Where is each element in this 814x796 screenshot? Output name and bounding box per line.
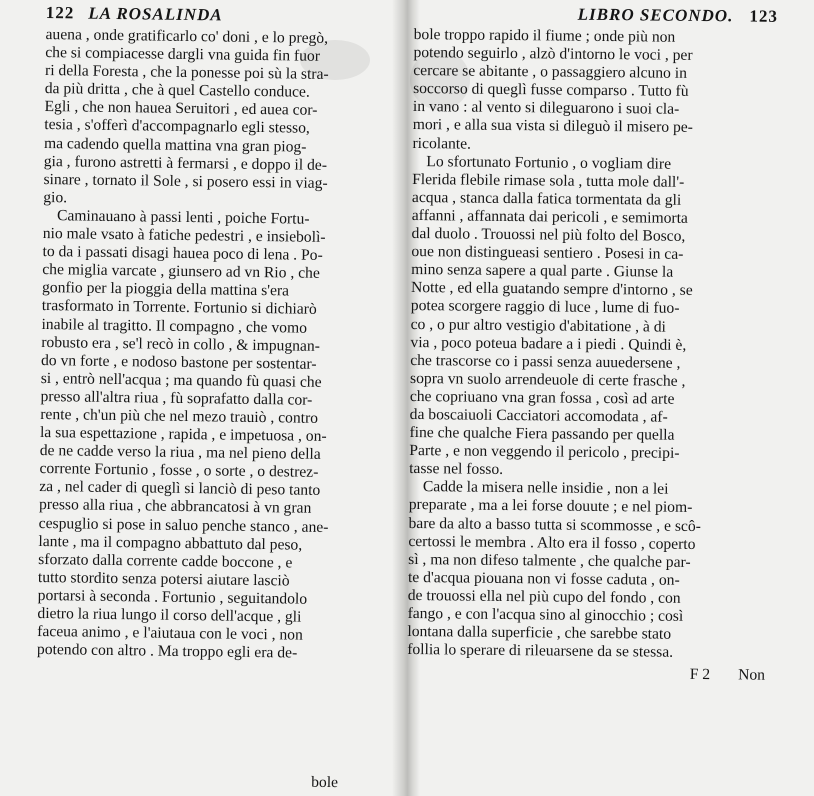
- text-line: robusto era , se'l recò in collo , & impugnan-: [41, 333, 321, 355]
- text-line: de trouossi ella nel più cupo del fondo , con: [407, 586, 681, 607]
- left-page-body: [37, 26, 386, 664]
- text-line: Notte , ed ella guatando sempre d'intorno , se: [410, 279, 693, 300]
- text-line: trasformato in Torrente. Fortunio si dichiarò: [41, 297, 317, 319]
- text-line: soccorso di queglì fusse comparso . Tutto fù: [413, 80, 689, 101]
- text-line: to da i passati disagi hauea poco di lena . Po-: [42, 243, 323, 265]
- text-line: da più dritta , che à quel Castello conduce.: [44, 80, 310, 101]
- text-line: che si compiacesse dargli vna guida fin fuor: [45, 44, 321, 65]
- right-running-title: LIBRO SECONDO.: [577, 4, 734, 26]
- text-line: Flerida flebile rimase sola , tutta mole dall'-: [412, 170, 685, 191]
- right-page-body: [407, 26, 778, 663]
- text-line: sinare , tornato il Sole , si posero essi in viag-: [43, 170, 328, 192]
- text-line: auena , onde gratificarlo co' doni , e lo pregò,: [45, 25, 329, 47]
- text-line: oue non distingueasi sentiero . Posesi in ca-: [411, 243, 684, 263]
- text-line: rente , ch'un più che nel mezo trauiò , contro: [40, 405, 319, 427]
- text-line: de ne cadde verso la riua , ma nel pieno della: [39, 442, 321, 464]
- text-line: ma cadendo quella mattina vna gran piog-: [43, 134, 307, 156]
- text-line: Parte , e non veggendo il pericolo , precipi-: [409, 442, 680, 462]
- text-line: sforzato dalla corrente cadde boccone , e: [38, 550, 293, 572]
- text-line: mori , e alla sua vista si dileguò il misero pe-: [412, 116, 694, 137]
- text-line: cespuglio si pose in saluo penche stanco , ane-: [38, 514, 329, 536]
- text-line: dal duolo . Trouossi nel più folto del Bosco,: [411, 225, 686, 245]
- left-page-number: 122: [45, 3, 75, 23]
- text-line: bole troppo rapido il fiume ; onde più non: [413, 25, 676, 46]
- text-line: acqua , stanca dalla fatica tormentata da gli: [411, 188, 682, 209]
- text-line: mino senza sapere a qual parte . Giunse la: [411, 261, 674, 281]
- text-line: ricolante.: [412, 134, 472, 153]
- left-catchword: bole: [311, 773, 339, 792]
- right-page-number: 123: [749, 6, 778, 26]
- text-line: fine che qualche Fiera passando per quella: [409, 424, 675, 444]
- text-line: do vn forte , e nodoso bastone per sostentar-: [40, 351, 317, 373]
- text-line: la sua espettazione , rapida , e impetuosa , on-: [39, 424, 327, 446]
- right-catchword: Non: [738, 666, 766, 684]
- text-line: ri della Foresta , che la ponesse poi sù la stra-: [44, 62, 329, 84]
- signature-mark: F 2: [689, 666, 711, 684]
- text-line: za , nel cader di queglì si lanciò di peso tanto: [39, 478, 321, 500]
- text-line: affanni , affannata dai pericoli , e semimorta: [411, 206, 688, 227]
- left-page: [36, 3, 386, 792]
- text-line: nio male vsato à fatiche pedestri , e insiebolì-: [42, 225, 326, 246]
- text-line: follia lo sperare di rileuarsene da se stessa.: [407, 641, 674, 661]
- right-page-footer: [407, 663, 771, 685]
- text-line: presso all'altra riua , fù soprafatto dalla cor-: [40, 387, 313, 409]
- text-line: faceua animo , e l'aiutaua con le voci , non: [37, 623, 303, 644]
- right-page: [407, 4, 778, 685]
- text-line: corrente Fortunio , fosse , o sorte , o destrez-: [39, 460, 319, 482]
- text-line: cercare se abitante , o passaggiero alcuno in: [413, 62, 688, 83]
- text-line: bare da alto a basso tutta si scommosse , e scô-: [408, 514, 701, 535]
- text-line: lontana dalla superficie , che sarebbe stato: [407, 623, 672, 643]
- text-line: gio.: [43, 188, 68, 207]
- text-line: potendo con altro . Ma troppo egli era de-: [36, 641, 298, 662]
- text-line: che copriuano vna gran fossa , così ad arte: [409, 387, 675, 408]
- text-line: Cadde la misera nelle insidie , non a lei: [422, 478, 669, 499]
- text-line: via , poco poteua badare a i piedi . Quindi è,: [410, 333, 687, 354]
- text-line: Egli , che non hauea Seruitori , ed auea cor-: [44, 98, 318, 120]
- text-line: si , entrò nell'acqua ; ma quando fù quasi che: [40, 369, 322, 391]
- text-line: Caminauano à passi lenti , poiche Fortu-: [56, 207, 310, 228]
- text-line: te d'acqua piouana non vi fosse caduta , on-: [407, 568, 680, 589]
- text-line: da boscaiuoli Cacciatori accomodata , af-: [409, 405, 668, 426]
- text-line: sopra vn suolo arrendeuole di certe frasche ,: [409, 369, 686, 390]
- text-line: dietro la riua lungo il corso dell'acque , gli: [37, 604, 302, 626]
- text-line: che trascorse co i passi senza auuedersene ,: [410, 351, 681, 372]
- left-running-title: LA ROSALINDA: [88, 3, 223, 25]
- text-line: sì , ma non difeso talmente , che qualche par-: [408, 550, 691, 571]
- text-line: tesia , s'offerì d'accompagnarlo egli stesso,: [44, 116, 310, 138]
- text-line: portarsi à seconda . Fortunio , seguitandolo: [37, 586, 308, 608]
- text-line: presso alla riua , che abbrancatosi à vn gran: [38, 496, 312, 518]
- text-line: lante , ma il compagno abbattuto dal peso,: [38, 532, 303, 554]
- text-line: Lo sfortunato Fortunio , o vogliam dire: [426, 152, 672, 173]
- text-line: potea scorgere raggio di luce , lume di fuo-: [410, 297, 680, 318]
- text-line: che miglia varcate , giunsero ad vn Rio , che: [42, 261, 320, 283]
- text-line: fango , e con l'acqua sino al ginocchio ; così: [407, 604, 684, 625]
- text-line: certossi le membra . Alto era il fosso , coperto: [408, 532, 696, 553]
- text-line: co , o pur altro vestigio d'abitatione , à di: [410, 315, 667, 336]
- text-line: in vano : al vento si dileguarono i suoi cla-: [412, 98, 680, 119]
- text-line: preparate , ma a lei forse douute ; e nel piom-: [408, 496, 693, 517]
- text-line: tutto stordito senza potersi aiutare lasciò: [37, 568, 290, 590]
- text-line: gonfio per la pioggia della mattina s'era: [41, 279, 290, 300]
- text-line: tasse nel fosso.: [409, 460, 504, 479]
- text-line: potendo seguirlo , alzò d'intorno le voci , per: [413, 44, 693, 65]
- text-line: gia , furono astretti à fermarsi , e doppo il de-: [43, 152, 328, 174]
- text-line: inabile al tragitto. Il compagno , che vomo: [41, 315, 308, 337]
